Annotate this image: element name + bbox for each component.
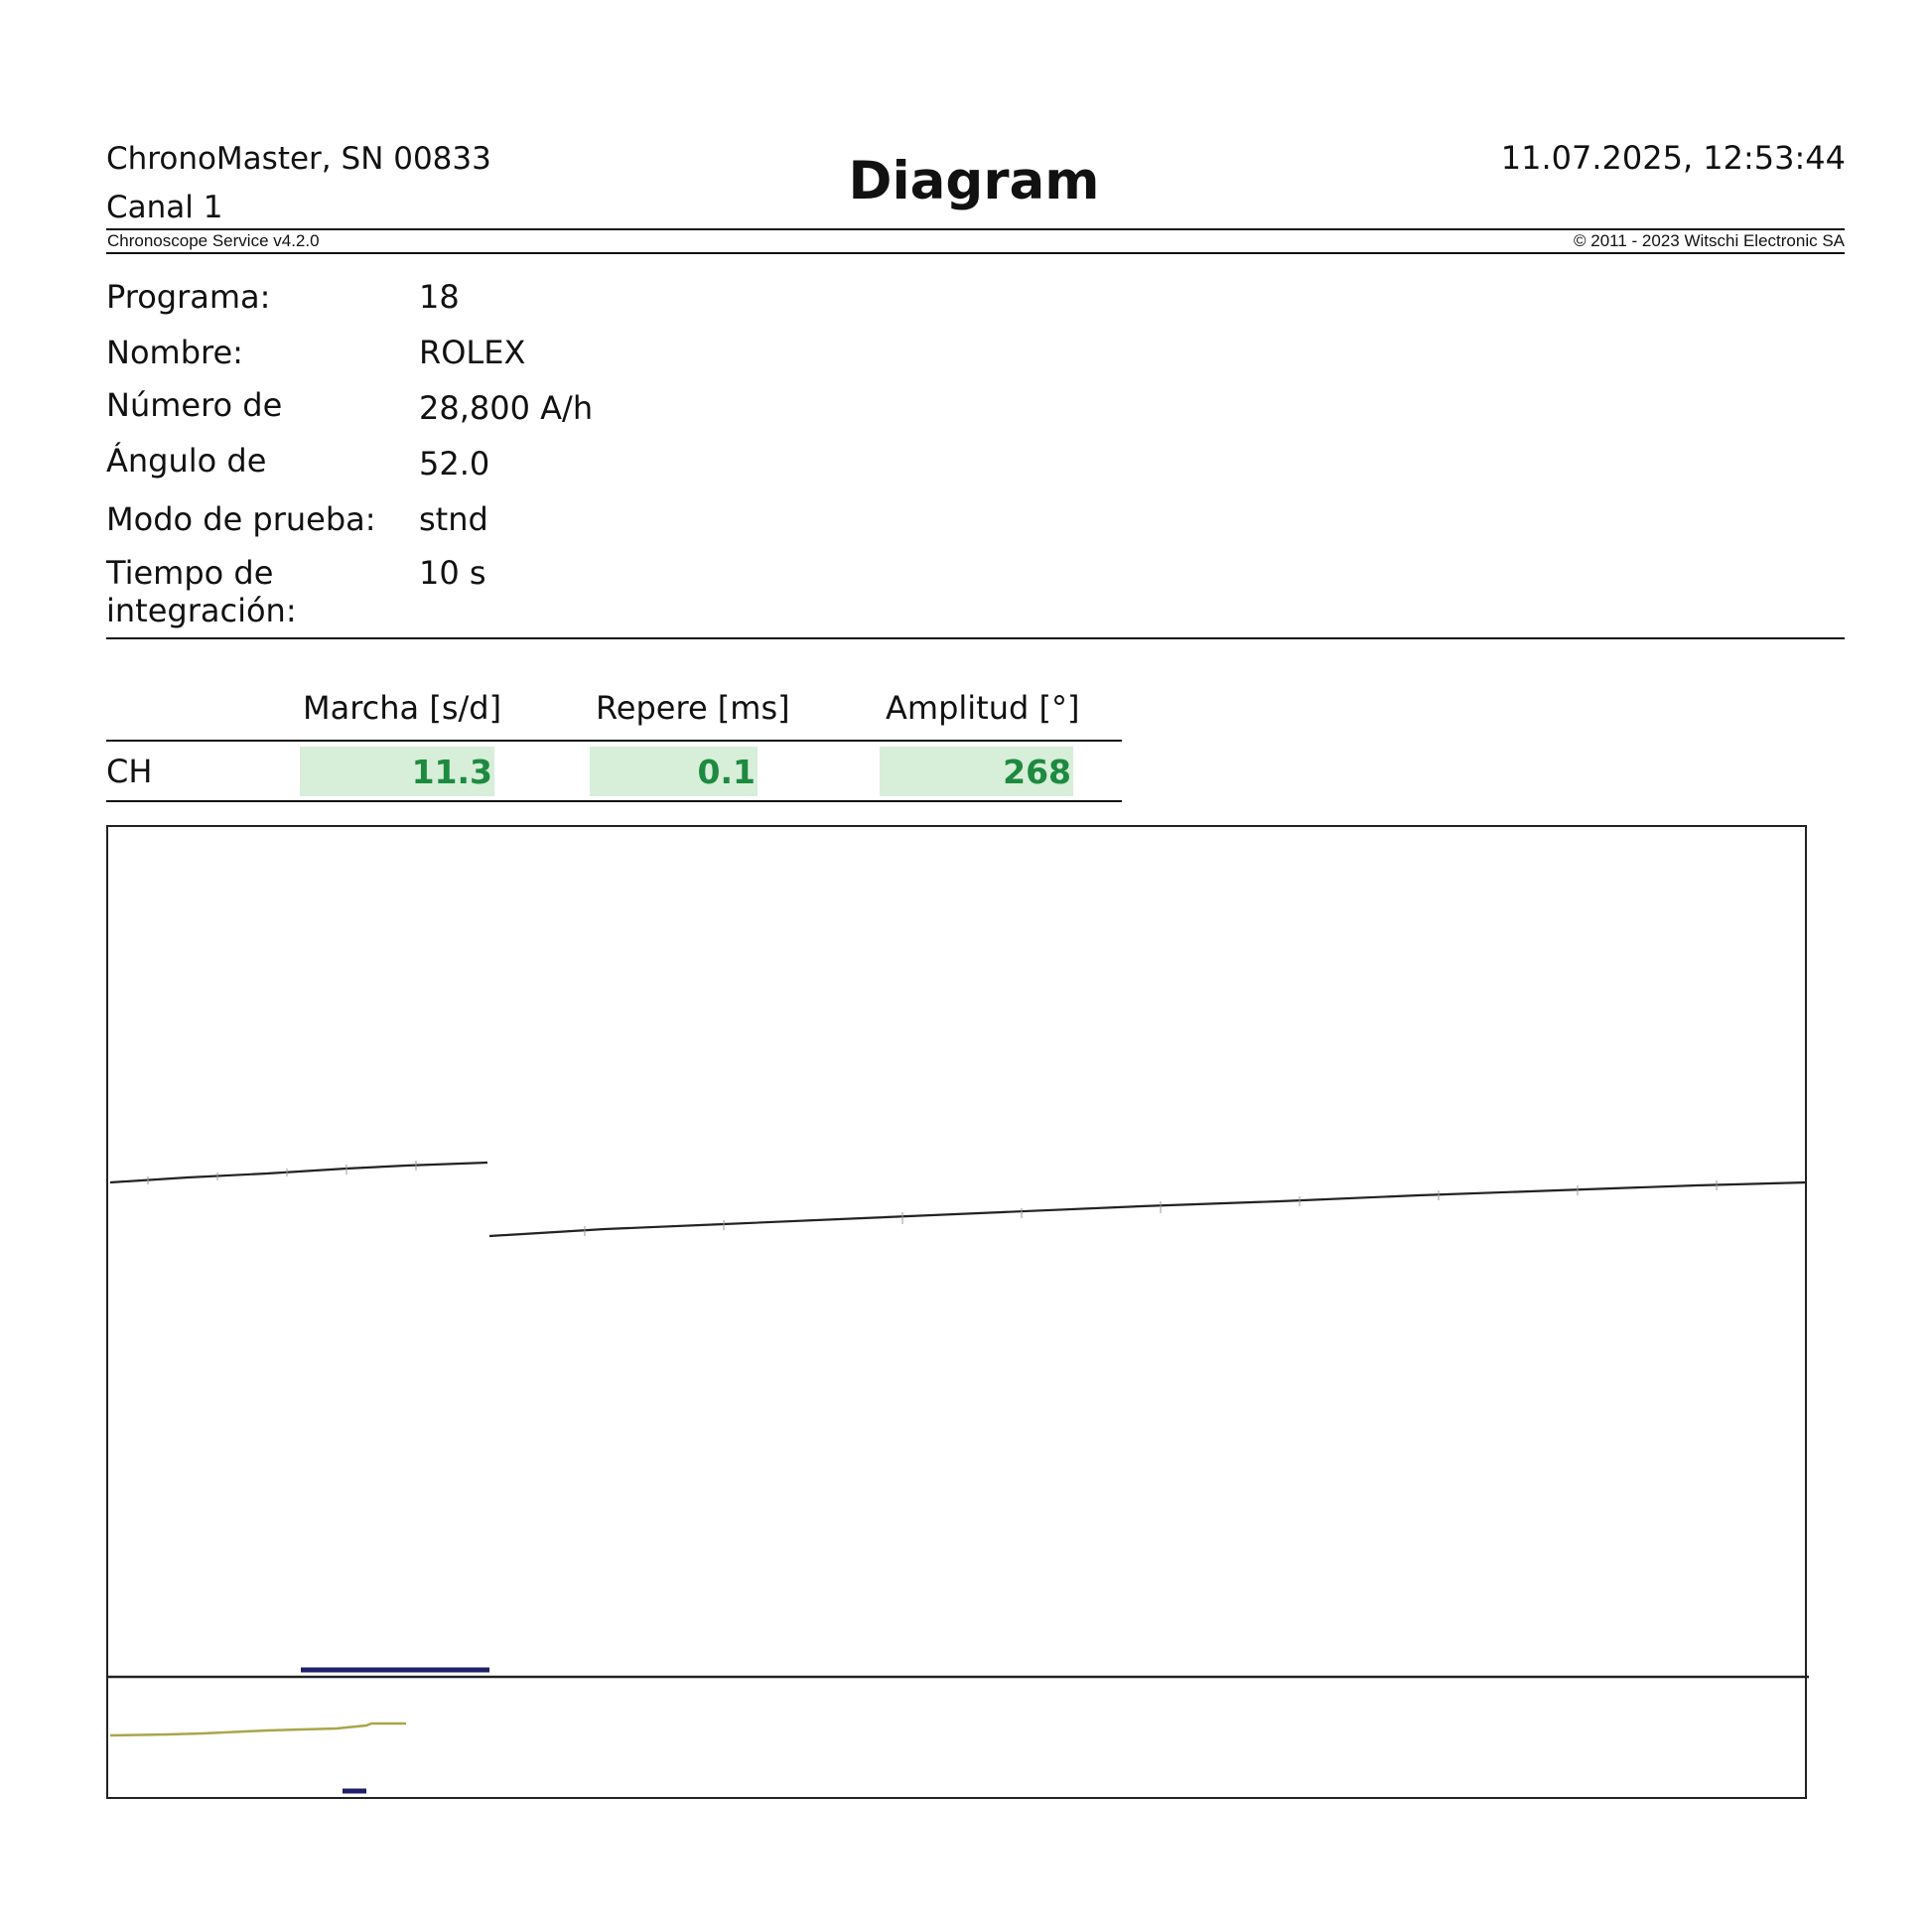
info-value-integration-time: 10 s bbox=[419, 554, 486, 592]
info-value-beat-rate: 28,800 A/h bbox=[419, 389, 594, 427]
trace-segment-1 bbox=[110, 1163, 487, 1182]
trace-segment-2 bbox=[489, 1182, 1807, 1236]
col-head-amplitude: Amplitud [°] bbox=[886, 689, 1080, 727]
info-value-name: ROLEX bbox=[419, 334, 526, 371]
page-title: Diagram bbox=[848, 151, 1100, 211]
value-beat-error: 0.1 bbox=[590, 747, 758, 796]
timestamp: 11.07.2025, 12:53:44 bbox=[1500, 139, 1846, 177]
col-head-rate: Marcha [s/d] bbox=[303, 689, 502, 727]
info-value-lift-angle: 52.0 bbox=[419, 445, 490, 483]
value-amplitude: 268 bbox=[880, 747, 1073, 796]
results-rule-top bbox=[106, 740, 1122, 742]
info-value-test-mode: stnd bbox=[419, 500, 488, 538]
info-label-name: Nombre: bbox=[106, 334, 243, 371]
channel-label: Canal 1 bbox=[106, 190, 223, 225]
info-label-beat-rate: Número de bbox=[106, 386, 283, 424]
diagram-plot bbox=[108, 827, 1809, 1801]
diagram-frame bbox=[106, 825, 1807, 1799]
info-label-test-mode: Modo de prueba: bbox=[106, 500, 376, 538]
device-name: ChronoMaster, SN 00833 bbox=[106, 141, 491, 177]
lower-trace bbox=[110, 1724, 406, 1735]
info-value-program: 18 bbox=[419, 278, 460, 316]
value-rate: 11.3 bbox=[300, 747, 494, 796]
copyright: © 2011 - 2023 Witschi Electronic SA bbox=[1574, 231, 1845, 250]
header-rule-top bbox=[106, 228, 1845, 230]
software-version: Chronoscope Service v4.2.0 bbox=[107, 231, 320, 250]
results-rule-bottom bbox=[106, 800, 1122, 802]
info-label-lift-angle: Ángulo de bbox=[106, 442, 267, 480]
row-label-ch: CH bbox=[106, 753, 153, 790]
trace-ticks bbox=[148, 1161, 1717, 1236]
header-rule-bottom bbox=[106, 252, 1845, 254]
info-rule bbox=[106, 637, 1845, 639]
info-label-integration-time: Tiempo de integración: bbox=[106, 554, 297, 629]
info-label-program: Programa: bbox=[106, 278, 271, 316]
col-head-beat-error: Repere [ms] bbox=[596, 689, 790, 727]
